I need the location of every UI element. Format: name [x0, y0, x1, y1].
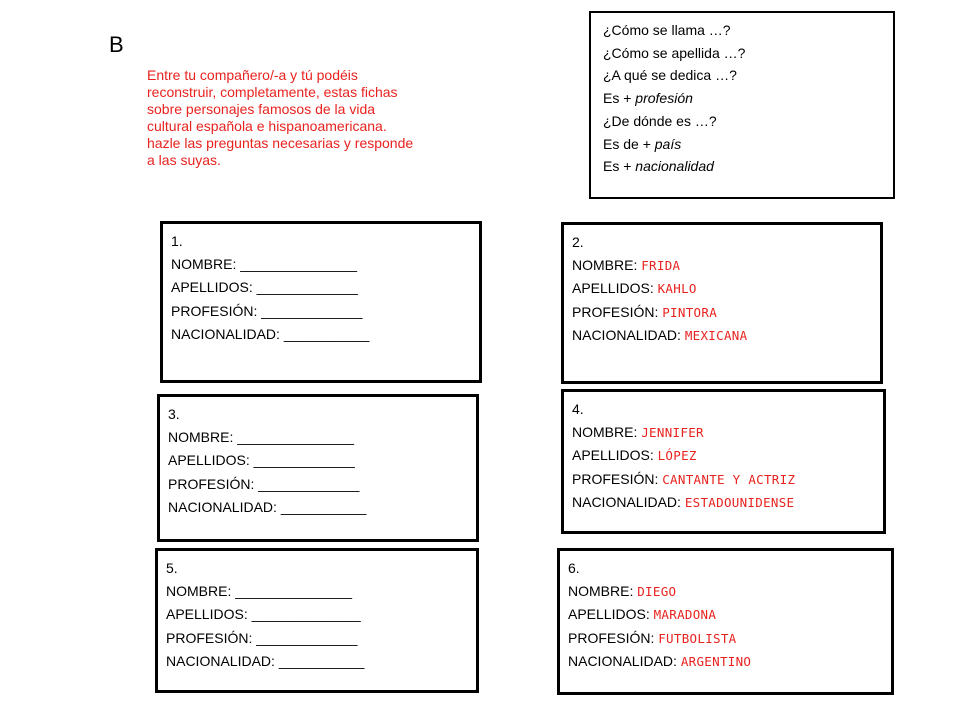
- field-nombre: [166, 580, 364, 604]
- label-apellidos: APELLIDOS:: [166, 606, 252, 622]
- field-nombre: [572, 421, 795, 445]
- question-italic: nacionalidad: [635, 158, 714, 175]
- blank-nacionalidad: ___________: [283, 326, 370, 342]
- label-nombre: NOMBRE:: [568, 582, 638, 599]
- label-nombre: NOMBRE:: [168, 428, 238, 445]
- blank-apellidos: ______________: [251, 606, 361, 622]
- question-text: ¿Cómo se llama …?: [603, 22, 731, 38]
- question-italic: país: [654, 135, 682, 152]
- card-number: 3.: [168, 406, 180, 422]
- card-4: [561, 389, 886, 534]
- field-apellidos: [572, 277, 747, 301]
- blank-profesion: _____________: [258, 475, 360, 492]
- field-apellidos: [166, 603, 364, 627]
- instructions-line: a las suyas.: [147, 152, 221, 168]
- field-profesion: [572, 301, 747, 325]
- instructions-text: [147, 67, 467, 169]
- label-nacionalidad: NACIONALIDAD:: [171, 326, 284, 342]
- field-apellidos: [568, 603, 751, 627]
- label-profesion: PROFESIÓN:: [168, 475, 259, 492]
- question-text: Es +: [603, 158, 636, 175]
- value-profesion: CANTANTE Y ACTRIZ: [662, 471, 796, 487]
- instructions-line: sobre personajes famosos de la vida: [147, 101, 376, 117]
- question-italic: profesión: [635, 90, 693, 107]
- label-apellidos: APELLIDOS:: [168, 452, 254, 468]
- value-nombre: JENNIFER: [641, 424, 704, 440]
- field-profesion: [166, 627, 364, 651]
- field-nombre: [171, 253, 369, 277]
- field-nacionalidad: [568, 650, 751, 674]
- field-nombre: [572, 254, 747, 278]
- question-line: [603, 155, 745, 178]
- label-profesion: PROFESIÓN:: [572, 470, 663, 487]
- blank-nombre: _______________: [235, 582, 353, 599]
- label-apellidos: APELLIDOS:: [568, 606, 654, 622]
- field-nacionalidad: [171, 323, 369, 347]
- question-box: [589, 11, 895, 199]
- value-nombre: FRIDA: [641, 257, 681, 273]
- label-nombre: NOMBRE:: [171, 255, 241, 272]
- blank-profesion: _____________: [261, 302, 363, 319]
- label-nombre: NOMBRE:: [572, 423, 642, 440]
- question-list: [603, 19, 745, 178]
- value-apellidos: KAHLO: [657, 281, 697, 296]
- question-line: [603, 133, 745, 156]
- card-6: [557, 548, 894, 695]
- blank-nacionalidad: ___________: [280, 499, 367, 515]
- question-line: [603, 87, 745, 110]
- field-nacionalidad: [168, 496, 366, 520]
- card-3: [157, 394, 479, 542]
- label-profesion: PROFESIÓN:: [171, 302, 262, 319]
- card-number: 1.: [171, 233, 183, 249]
- blank-nombre: _______________: [240, 255, 358, 272]
- instructions-line: cultural española e hispanoamericana.: [147, 118, 387, 134]
- label-profesion: PROFESIÓN:: [568, 629, 659, 646]
- card-5: [155, 548, 479, 693]
- field-profesion: [168, 473, 366, 497]
- question-line: [603, 64, 745, 87]
- field-nombre: [568, 580, 751, 604]
- question-line: [603, 19, 745, 42]
- value-nacionalidad: ARGENTINO: [680, 654, 752, 669]
- question-text: ¿Cómo se apellida …?: [603, 44, 746, 61]
- field-apellidos: [572, 444, 795, 468]
- question-text: ¿De dónde es …?: [603, 112, 717, 129]
- label-nacionalidad: NACIONALIDAD:: [572, 494, 685, 510]
- blank-apellidos: _____________: [256, 279, 358, 295]
- value-nacionalidad: ESTADOUNIDENSE: [684, 495, 795, 510]
- field-nombre: [168, 426, 366, 450]
- card-number: 5.: [166, 560, 178, 576]
- field-profesion: [568, 627, 751, 651]
- field-apellidos: [168, 449, 366, 473]
- label-nacionalidad: NACIONALIDAD:: [568, 653, 681, 669]
- question-line: [603, 42, 745, 65]
- field-profesion: [572, 468, 795, 492]
- blank-profesion: _____________: [256, 629, 358, 646]
- field-apellidos: [171, 276, 369, 300]
- value-apellidos: MARADONA: [653, 607, 717, 622]
- card-number: 4.: [572, 401, 584, 417]
- card-2: [561, 222, 883, 384]
- instructions-line: reconstruir, completamente, estas fichas: [147, 84, 398, 100]
- section-letter: B: [109, 32, 124, 57]
- label-nombre: NOMBRE:: [166, 582, 236, 599]
- label-nacionalidad: NACIONALIDAD:: [168, 499, 281, 515]
- value-apellidos: LÓPEZ: [657, 448, 697, 463]
- question-text: ¿A qué se dedica …?: [603, 67, 737, 84]
- blank-nombre: _______________: [237, 428, 355, 445]
- field-profesion: [171, 300, 369, 324]
- field-nacionalidad: [572, 491, 795, 515]
- field-nacionalidad: [166, 650, 364, 674]
- label-apellidos: APELLIDOS:: [572, 280, 658, 296]
- question-line: [603, 110, 745, 133]
- blank-nacionalidad: ___________: [278, 653, 365, 669]
- blank-apellidos: _____________: [253, 452, 355, 468]
- label-apellidos: APELLIDOS:: [171, 279, 257, 295]
- value-nombre: DIEGO: [637, 583, 677, 599]
- value-profesion: FUTBOLISTA: [658, 630, 737, 646]
- field-nacionalidad: [572, 324, 747, 348]
- label-nacionalidad: NACIONALIDAD:: [572, 327, 685, 343]
- label-profesion: PROFESIÓN:: [572, 303, 663, 320]
- label-nacionalidad: NACIONALIDAD:: [166, 653, 279, 669]
- card-1: [160, 221, 482, 383]
- value-profesion: PINTORA: [662, 304, 718, 320]
- card-number: 6.: [568, 560, 580, 576]
- label-profesion: PROFESIÓN:: [166, 629, 257, 646]
- instructions-line: hazle las preguntas necesarias y responde: [147, 135, 414, 151]
- label-nombre: NOMBRE:: [572, 256, 642, 273]
- question-text: Es de +: [603, 135, 655, 152]
- card-number: 2.: [572, 234, 584, 250]
- instructions-line: Entre tu compañero/-a y tú podéis: [147, 67, 358, 83]
- label-apellidos: APELLIDOS:: [572, 447, 658, 463]
- value-nacionalidad: MEXICANA: [684, 328, 748, 343]
- question-text: Es +: [603, 90, 636, 107]
